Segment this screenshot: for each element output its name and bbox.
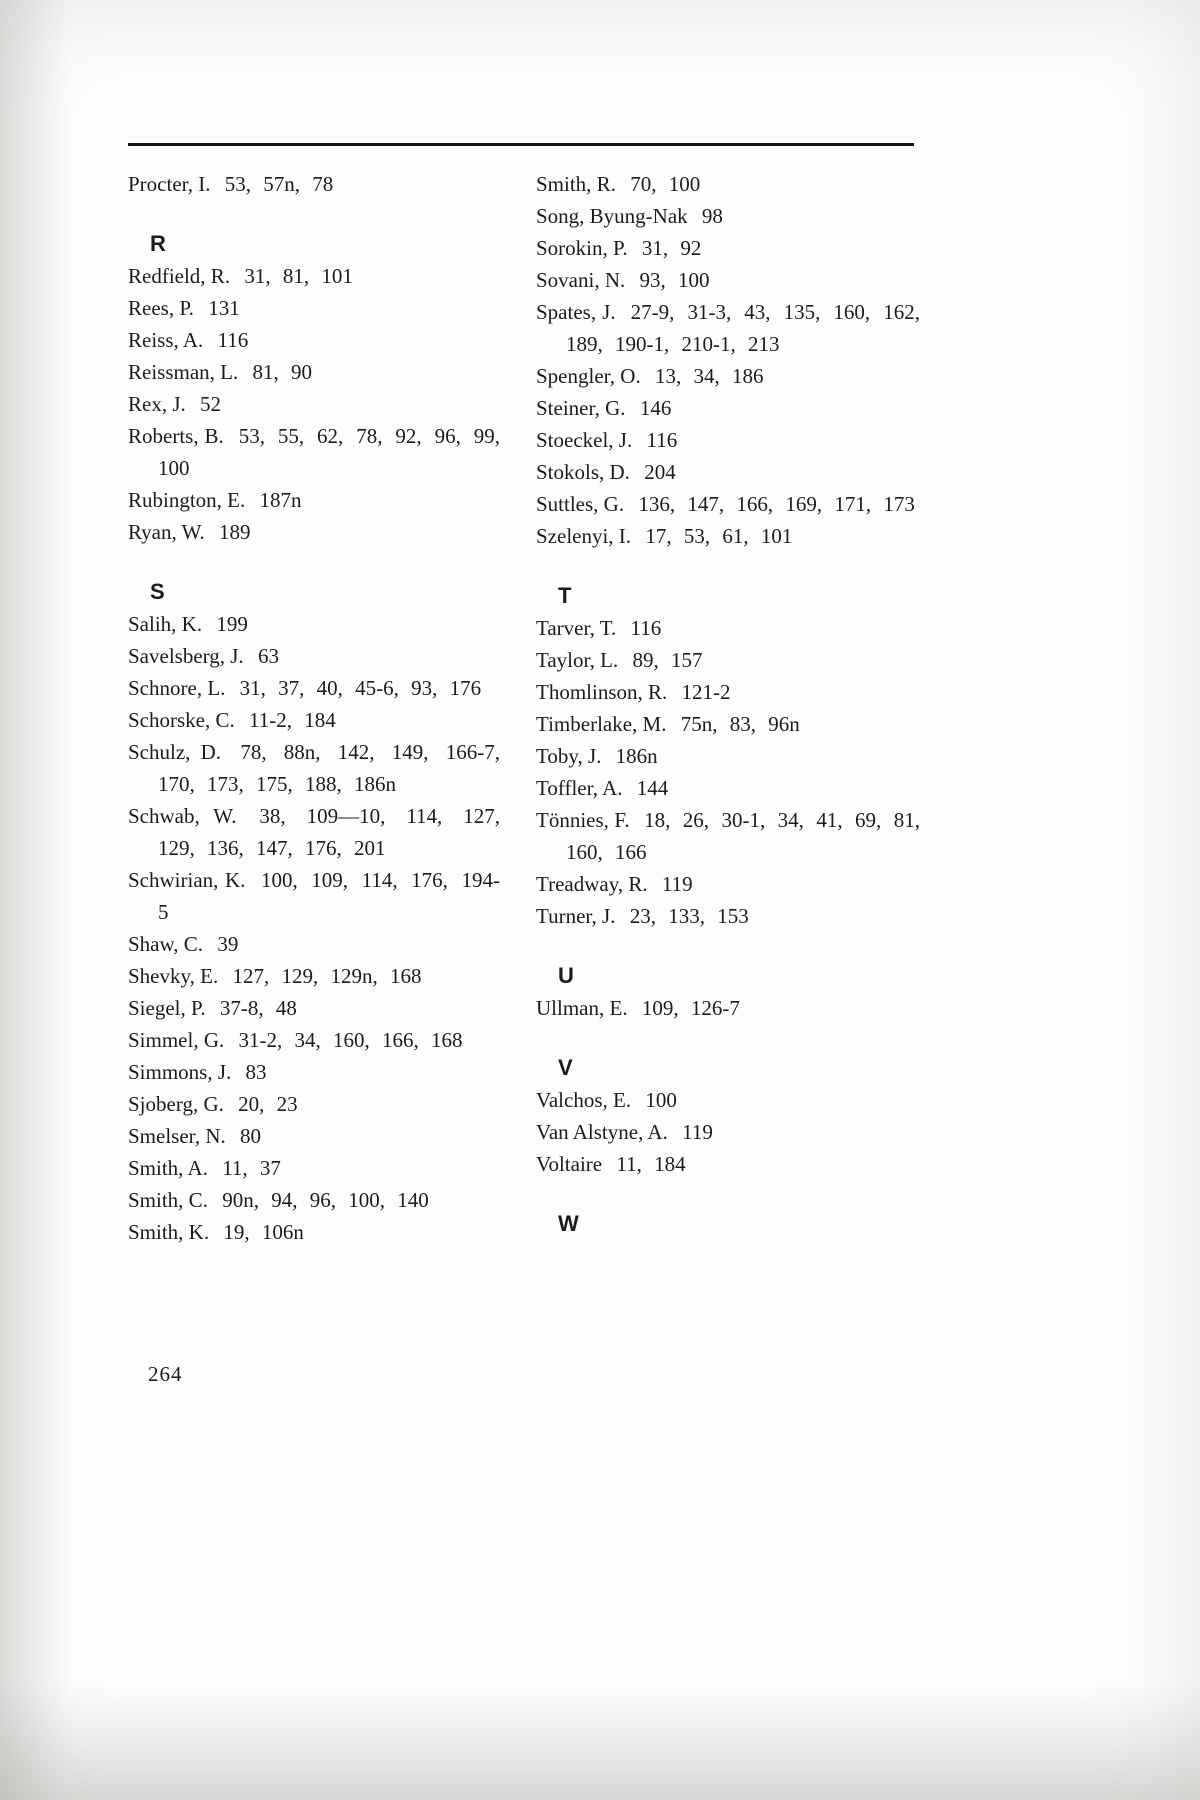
entry-pages: 53, 55, 62, 78, 92, 96, 99, 100 <box>158 424 501 480</box>
entry-pages: 186n <box>615 744 658 768</box>
entry-pages: 17, 53, 61, 101 <box>645 524 793 548</box>
index-entry <box>128 420 500 484</box>
entry-pages: 100, 109, 114, 176, 194-5 <box>158 868 500 924</box>
index-entry <box>128 1088 500 1120</box>
index-entry <box>536 868 920 900</box>
entry-pages: 136, 147, 166, 169, 171, 173 <box>638 492 915 516</box>
entry-name: Steiner, G. <box>536 396 626 420</box>
index-entry <box>128 1216 500 1248</box>
scan-edge-shading-bottom <box>0 1680 1200 1800</box>
index-entry <box>536 264 920 296</box>
entry-name: Simmons, J. <box>128 1060 232 1084</box>
index-entry <box>536 740 920 772</box>
entry-pages: 18, 26, 30-1, 34, 41, 69, 81, 160, 166 <box>566 808 921 864</box>
index-entry <box>536 1116 920 1148</box>
index-entry <box>536 676 920 708</box>
section-letter: S <box>150 579 165 604</box>
entry-pages: 98 <box>701 204 723 228</box>
index-entry <box>128 1152 500 1184</box>
index-entry <box>536 456 920 488</box>
entry-name: Schulz, D. <box>128 740 222 764</box>
entry-pages: 116 <box>217 328 249 352</box>
entry-name: Sjoberg, G. <box>128 1092 224 1116</box>
entry-name: Shevky, E. <box>128 964 219 988</box>
page-number: 264 <box>148 1362 183 1386</box>
entry-pages: 204 <box>644 460 676 484</box>
entry-pages: 144 <box>636 776 669 800</box>
entry-pages: 78, 88n, 142, 149, 166-7, 170, 173, 175, 188, 186n <box>158 740 501 796</box>
entry-pages: 11-2, 184 <box>249 708 336 732</box>
index-entry <box>128 388 500 420</box>
section-letter: T <box>558 583 572 608</box>
entry-name: Rubington, E. <box>128 488 246 512</box>
entry-pages: 75n, 83, 96n <box>680 712 800 736</box>
entry-name: Smith, R. <box>536 172 616 196</box>
index-entry <box>128 1184 500 1216</box>
index-entry <box>128 928 500 960</box>
entry-name: Song, Byung-Nak <box>536 204 688 228</box>
entry-pages: 146 <box>639 396 672 420</box>
index-entry <box>128 516 500 548</box>
entry-pages: 23, 133, 153 <box>629 904 749 928</box>
index-entry <box>128 960 500 992</box>
entry-name: Sovani, N. <box>536 268 626 292</box>
entry-pages: 89, 157 <box>632 648 703 672</box>
entry-pages: 121-2 <box>681 680 731 704</box>
index-entry <box>536 708 920 740</box>
entry-name: Spengler, O. <box>536 364 641 388</box>
entry-pages: 187n <box>259 488 302 512</box>
entry-pages: 100 <box>645 1088 677 1112</box>
entry-name: Simmel, G. <box>128 1028 225 1052</box>
entry-name: Savelsberg, J. <box>128 644 244 668</box>
entry-name: Valchos, E. <box>536 1088 632 1112</box>
index-entry <box>128 864 500 928</box>
index-entry <box>128 1024 500 1056</box>
index-entry <box>128 1056 500 1088</box>
section-letter: V <box>558 1055 573 1080</box>
entry-pages: 13, 34, 186 <box>654 364 764 388</box>
index-entry <box>536 1084 920 1116</box>
entry-pages: 131 <box>208 296 240 320</box>
entry-name: Sorokin, P. <box>536 236 628 260</box>
entry-name: Szelenyi, I. <box>536 524 632 548</box>
index-entry <box>128 1120 500 1152</box>
entry-name: Smith, K. <box>128 1220 210 1244</box>
section-letter: R <box>150 231 166 256</box>
index-entry <box>128 640 500 672</box>
entry-name: Schwirian, K. <box>128 868 246 892</box>
entry-name: Toby, J. <box>536 744 602 768</box>
entry-pages: 109, 126-7 <box>641 996 740 1020</box>
entry-name: Rees, P. <box>128 296 194 320</box>
entry-pages: 20, 23 <box>238 1092 298 1116</box>
index-entry <box>128 672 500 704</box>
entry-pages: 93, 100 <box>639 268 710 292</box>
index-entry <box>536 424 920 456</box>
entry-name: Treadway, R. <box>536 872 648 896</box>
entry-pages: 116 <box>646 428 678 452</box>
entry-pages: 127, 129, 129n, 168 <box>232 964 422 988</box>
index-entry <box>536 200 920 232</box>
index-entry <box>536 168 920 200</box>
entry-pages: 11, 184 <box>616 1152 686 1176</box>
index-columns <box>128 168 920 1248</box>
entry-pages: 189 <box>219 520 251 544</box>
entry-name: Voltaire <box>536 1152 603 1176</box>
index-entry <box>536 392 920 424</box>
index-column-right <box>536 168 920 1248</box>
entry-pages: 53, 57n, 78 <box>224 172 334 196</box>
index-entry <box>128 704 500 736</box>
index-entry <box>536 520 920 552</box>
entry-pages: 199 <box>216 612 248 636</box>
entry-pages: 119 <box>661 872 693 896</box>
entry-name: Reiss, A. <box>128 328 204 352</box>
entry-name: Schorske, C. <box>128 708 235 732</box>
index-entry <box>536 1148 920 1180</box>
entry-pages: 27-9, 31-3, 43, 135, 160, 162, 189, 190-1, 210-1, 213 <box>566 300 920 356</box>
entry-name: Redfield, R. <box>128 264 231 288</box>
entry-pages: 63 <box>257 644 279 668</box>
entry-name: Turner, J. <box>536 904 616 928</box>
index-entry <box>128 608 500 640</box>
entry-pages: 80 <box>239 1124 261 1148</box>
entry-name: Ullman, E. <box>536 996 628 1020</box>
index-entry <box>128 992 500 1024</box>
index-entry <box>536 232 920 264</box>
index-entry <box>536 772 920 804</box>
entry-pages: 11, 37 <box>222 1156 281 1180</box>
entry-pages: 70, 100 <box>630 172 701 196</box>
entry-name: Van Alstyne, A. <box>536 1120 668 1144</box>
entry-pages: 116 <box>630 616 662 640</box>
entry-pages: 37-8, 48 <box>219 996 297 1020</box>
entry-pages: 81, 90 <box>252 360 312 384</box>
entry-name: Shaw, C. <box>128 932 204 956</box>
entry-name: Smith, A. <box>128 1156 208 1180</box>
index-entry <box>128 168 500 200</box>
entry-name: Smith, C. <box>128 1188 208 1212</box>
entry-name: Reissman, L. <box>128 360 239 384</box>
index-entry <box>536 296 920 360</box>
entry-name: Rex, J. <box>128 392 186 416</box>
index-entry <box>536 488 920 520</box>
entry-name: Stoeckel, J. <box>536 428 633 452</box>
index-entry <box>128 800 500 864</box>
entry-pages: 31-2, 34, 160, 166, 168 <box>238 1028 463 1052</box>
entry-name: Roberts, B. <box>128 424 224 448</box>
entry-name: Siegel, P. <box>128 996 206 1020</box>
section-letter: U <box>558 963 574 988</box>
entry-name: Suttles, G. <box>536 492 625 516</box>
entry-name: Taylor, L. <box>536 648 619 672</box>
entry-pages: 90n, 94, 96, 100, 140 <box>222 1188 429 1212</box>
top-rule <box>128 143 914 146</box>
index-entry <box>536 612 920 644</box>
index-entry <box>128 324 500 356</box>
index-entry <box>536 644 920 676</box>
entry-name: Schnore, L. <box>128 676 226 700</box>
entry-name: Toffler, A. <box>536 776 623 800</box>
entry-name: Spates, J. <box>536 300 616 324</box>
entry-pages: 31, 81, 101 <box>244 264 353 288</box>
entry-pages: 38, 109—10, 114, 127, 129, 136, 147, 176, 201 <box>158 804 500 860</box>
index-entry <box>128 736 500 800</box>
entry-pages: 119 <box>682 1120 713 1144</box>
entry-name: Tönnies, F. <box>536 808 630 832</box>
entry-pages: 31, 37, 40, 45-6, 93, 176 <box>239 676 482 700</box>
entry-pages: 39 <box>217 932 239 956</box>
index-entry <box>536 992 920 1024</box>
entry-pages: 83 <box>245 1060 267 1084</box>
entry-name: Tarver, T. <box>536 616 617 640</box>
index-column-left <box>128 168 500 1248</box>
index-entry <box>128 356 500 388</box>
entry-name: Stokols, D. <box>536 460 630 484</box>
entry-pages: 31, 92 <box>641 236 702 260</box>
section-letter: W <box>558 1211 579 1236</box>
entry-name: Procter, I. <box>128 172 211 196</box>
index-entry <box>536 360 920 392</box>
index-entry <box>128 260 500 292</box>
index-entry <box>128 292 500 324</box>
entry-name: Timberlake, M. <box>536 712 667 736</box>
entry-pages: 19, 106n <box>223 1220 304 1244</box>
index-entry <box>536 900 920 932</box>
entry-name: Smelser, N. <box>128 1124 226 1148</box>
entry-pages: 52 <box>200 392 221 416</box>
entry-name: Thomlinson, R. <box>536 680 668 704</box>
index-entry <box>536 804 920 868</box>
scan-edge-shading-left <box>0 0 70 1800</box>
entry-name: Ryan, W. <box>128 520 205 544</box>
entry-name: Schwab, W. <box>128 804 237 828</box>
index-entry <box>128 484 500 516</box>
entry-name: Salih, K. <box>128 612 203 636</box>
